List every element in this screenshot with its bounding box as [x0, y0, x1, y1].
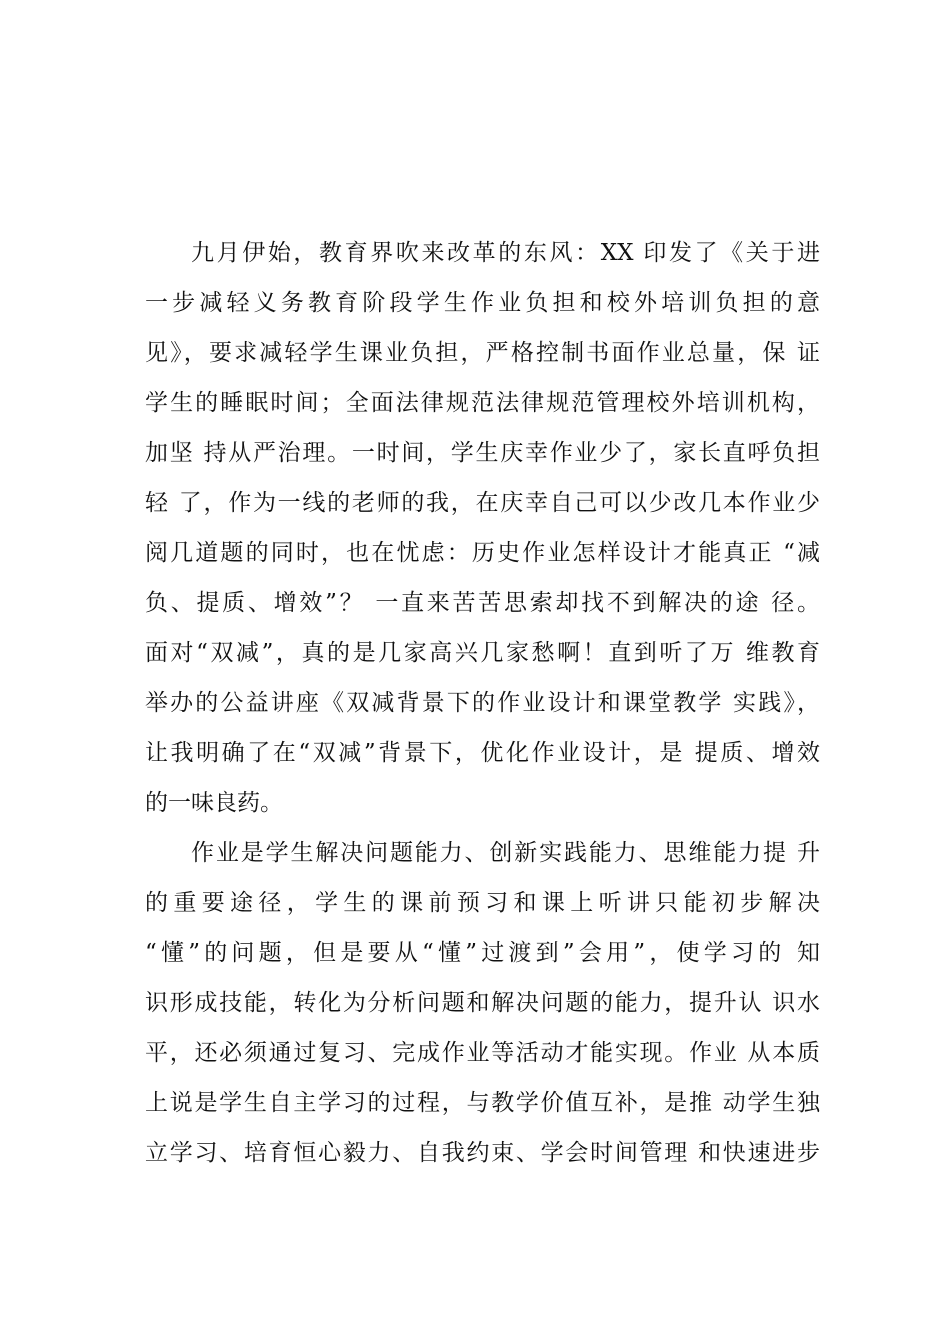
paragraph-2	[145, 828, 820, 1178]
paragraph-line: 面对“双减”，真的是几家高兴几家愁啊！直到听了万 维教育	[145, 640, 820, 666]
paragraph-line: 学生的睡眠时间；全面法律规范法律规范管理校外培训机构，	[145, 390, 820, 416]
paragraph-line: 九月伊始，教育界吹来改革的东风：XX 印发了《关于进	[191, 240, 820, 266]
paragraph-line: 作业是学生解决问题能力、创新实践能力、思维能力提 升	[191, 840, 820, 866]
paragraph-line: 见》，要求减轻学生课业负担，严格控制书面作业总量，保 证	[145, 340, 820, 366]
paragraph-line: 上说是学生自主学习的过程，与教学价值互补，是推 动学生独	[145, 1090, 820, 1116]
paragraph-line: 识形成技能，转化为分析问题和解决问题的能力，提升认 识水	[145, 990, 820, 1016]
paragraph-line: 阅几道题的同时，也在忧虑：历史作业怎样设计才能真正 “减	[145, 540, 820, 566]
paragraph-line: 加坚 持从严治理。一时间，学生庆幸作业少了，家长直呼负担	[145, 440, 820, 466]
paragraph-line: 轻 了，作为一线的老师的我，在庆幸自己可以少改几本作业少	[145, 490, 820, 516]
paragraph-line: 的一味良药。	[145, 790, 283, 816]
paragraph-line: 平，还必须通过复习、完成作业等活动才能实现。作业 从本质	[145, 1040, 820, 1066]
paragraph-line: 的重要途径，学生的课前预习和课上听讲只能初步解决	[145, 890, 820, 916]
body-text	[145, 228, 820, 1178]
paragraph-line: 负、提质、增效”？ 一直来苦苦思索却找不到解决的途 径。	[145, 590, 820, 616]
paragraph-line: 举办的公益讲座《双减背景下的作业设计和课堂教学 实践》，	[145, 690, 820, 716]
paragraph-line: “懂”的问题，但是要从“懂”过渡到”会用”，使学习的 知	[145, 940, 820, 966]
paragraph-line: 一步减轻义务教育阶段学生作业负担和校外培训负担的意	[145, 290, 820, 316]
paragraph-line: 让我明确了在“双减”背景下，优化作业设计，是 提质、增效	[145, 740, 820, 766]
paragraph-line: 立学习、培育恒心毅力、自我约束、学会时间管理 和快速进步	[145, 1140, 820, 1166]
paragraph-1	[145, 228, 820, 828]
